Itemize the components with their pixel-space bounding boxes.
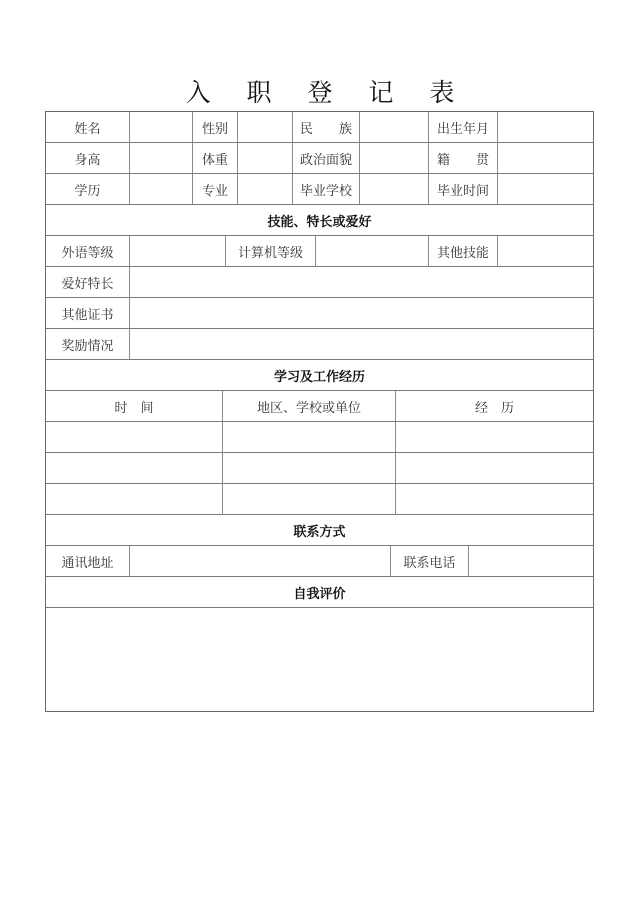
skills-section (46, 205, 593, 236)
label-hobbies: 爱好特长 (46, 267, 130, 297)
label-ethnicity: 民 族 (293, 112, 360, 142)
label-address: 通讯地址 (46, 546, 130, 576)
field-name[interactable] (130, 112, 193, 142)
label-name: 姓名 (46, 112, 130, 142)
field-awards[interactable] (130, 329, 593, 359)
field-birth[interactable] (498, 112, 593, 142)
label-origin: 籍 贯 (429, 143, 498, 173)
label-other-skills: 其他技能 (429, 236, 498, 266)
experience-row (46, 484, 593, 515)
column-location: 地区、学校或单位 (223, 391, 396, 421)
label-birth: 出生年月 (429, 112, 498, 142)
basic-row-1 (46, 112, 593, 143)
field-phone[interactable] (469, 546, 593, 576)
experience-row (46, 453, 593, 484)
label-language: 外语等级 (46, 236, 130, 266)
field-other-skills[interactable] (498, 236, 593, 266)
self-eval-header: 自我评价 (293, 586, 346, 602)
label-gender: 性别 (193, 112, 238, 142)
label-education: 学历 (46, 174, 130, 204)
field-major[interactable] (238, 174, 293, 204)
column-time: 时 间 (46, 391, 223, 421)
self-eval-section (46, 577, 593, 608)
skills-header: 技能、特长或爱好 (267, 214, 372, 230)
label-weight: 体重 (193, 143, 238, 173)
label-political: 政治面貌 (293, 143, 360, 173)
basic-row-2 (46, 143, 593, 174)
basic-row-3 (46, 174, 593, 205)
label-certificates: 其他证书 (46, 298, 130, 328)
awards-row (46, 329, 593, 360)
experience-location-field[interactable] (223, 422, 396, 452)
field-self-eval[interactable] (46, 608, 593, 711)
registration-form (45, 111, 594, 712)
field-origin[interactable] (498, 143, 593, 173)
field-ethnicity[interactable] (360, 112, 429, 142)
contact-section (46, 515, 593, 546)
column-experience: 经 历 (474, 400, 514, 416)
field-computer[interactable] (316, 236, 429, 266)
self-eval-row (46, 608, 593, 711)
field-education[interactable] (130, 174, 193, 204)
label-awards: 奖励情况 (46, 329, 130, 359)
experience-header: 学习及工作经历 (273, 369, 365, 385)
skills-row (46, 236, 593, 267)
contact-row (46, 546, 593, 577)
experience-time-field[interactable] (46, 484, 223, 514)
label-height: 身高 (46, 143, 130, 173)
label-major: 专业 (193, 174, 238, 204)
field-weight[interactable] (238, 143, 293, 173)
field-grad-time[interactable] (498, 174, 593, 204)
field-height[interactable] (130, 143, 193, 173)
label-phone: 联系电话 (391, 546, 469, 576)
field-school[interactable] (360, 174, 429, 204)
experience-column-headers (46, 391, 593, 422)
experience-time-field[interactable] (46, 453, 223, 483)
page-title: 入 职 登 记 表 (185, 78, 469, 107)
certificates-row (46, 298, 593, 329)
experience-time-field[interactable] (46, 422, 223, 452)
field-language[interactable] (130, 236, 226, 266)
field-hobbies[interactable] (130, 267, 593, 297)
label-computer: 计算机等级 (226, 236, 316, 266)
label-grad-time: 毕业时间 (429, 174, 498, 204)
experience-detail-field[interactable] (396, 422, 593, 452)
label-school: 毕业学校 (293, 174, 360, 204)
experience-section (46, 360, 593, 391)
experience-detail-field[interactable] (396, 453, 593, 483)
hobbies-row (46, 267, 593, 298)
experience-row (46, 422, 593, 453)
field-political[interactable] (360, 143, 429, 173)
experience-location-field[interactable] (223, 484, 396, 514)
field-gender[interactable] (238, 112, 293, 142)
contact-header: 联系方式 (293, 524, 346, 540)
experience-location-field[interactable] (223, 453, 396, 483)
field-certificates[interactable] (130, 298, 593, 328)
field-address[interactable] (130, 546, 391, 576)
experience-detail-field[interactable] (396, 484, 593, 514)
